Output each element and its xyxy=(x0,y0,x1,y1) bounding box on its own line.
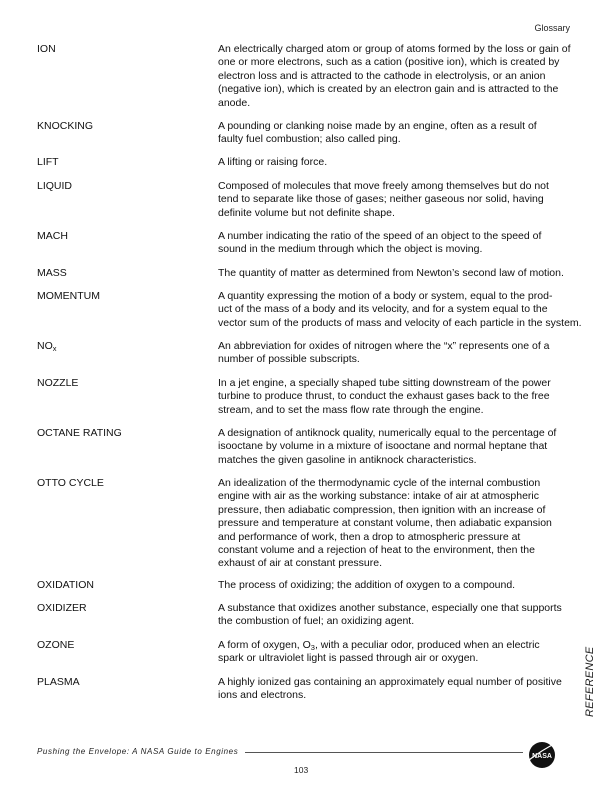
definition-text: A form of oxygen, O xyxy=(218,639,311,651)
definition-line: spark or ultraviolet light is passed through air or oxygen. xyxy=(218,652,479,665)
glossary-definition xyxy=(218,43,588,110)
term-text: MASS xyxy=(37,267,67,279)
term-text: MACH xyxy=(37,230,68,242)
glossary-term xyxy=(37,676,80,689)
definition-line: stream, and to set the mass flow rate through the engine. xyxy=(218,403,484,416)
definition-line: A substance that oxidizes another substance, especially one that supports xyxy=(218,602,562,614)
definition-line: definite volume but not definite shape. xyxy=(218,206,395,219)
term-text: OCTANE RATING xyxy=(37,427,122,439)
definition-line: and performance of work, then a drop to atmospheric pressure at xyxy=(218,530,521,543)
definition-line: The process of oxidizing; the addition of oxygen to a compound. xyxy=(218,579,516,591)
term-text: NOZZLE xyxy=(37,377,79,389)
definition-line: tend to separate like those of gases; neither gaseous nor solid, having xyxy=(218,193,544,206)
glossary-definition xyxy=(218,579,588,592)
glossary-definition xyxy=(218,377,588,417)
definition-line: Composed of molecules that move freely among themselves but do not xyxy=(218,180,549,192)
glossary-term xyxy=(37,290,100,303)
definition-line: A lifting or raising force. xyxy=(218,156,328,168)
definition-line: vector sum of the products of mass and velocity of each particle in the system. xyxy=(218,316,582,329)
definition-line: engine with air as the working substance: intake of air at atmospheric xyxy=(218,490,540,503)
definition-line: constant volume and a rejection of heat to the environment, then the xyxy=(218,544,535,557)
definition-line: number of possible subscripts. xyxy=(218,353,360,366)
term-text: KNOCKING xyxy=(37,120,94,132)
glossary-term xyxy=(37,377,78,390)
glossary-term xyxy=(37,427,122,440)
definition-line: sound in the medium through which the object is moving. xyxy=(218,243,483,256)
definition-line: An idealization of the thermodynamic cycle of the internal combustion xyxy=(218,477,541,489)
definition-line: faulty fuel combustion; also called ping. xyxy=(218,133,401,146)
glossary-definition xyxy=(218,180,588,220)
nasa-logo-icon xyxy=(527,740,557,770)
glossary-term xyxy=(37,579,94,592)
glossary-term xyxy=(37,43,56,56)
term-text: OXIDIZER xyxy=(37,602,87,614)
definition-line: A designation of antiknock quality, numerically equal to the percentage of xyxy=(218,427,557,439)
definition-line: electron loss and is attracted to the cathode in electrolysis, or an anion xyxy=(218,69,546,82)
svg-text:NASA: NASA xyxy=(532,753,552,760)
glossary-definition xyxy=(218,340,588,367)
section-header: Glossary xyxy=(534,23,570,33)
glossary-definition xyxy=(218,427,588,467)
glossary-term xyxy=(37,180,72,193)
footer-rule xyxy=(245,752,523,753)
glossary-term xyxy=(37,602,87,615)
glossary-term xyxy=(37,267,67,280)
glossary-definition xyxy=(218,602,588,629)
definition-line: turbine to produce thrust, to conduct the exhaust gases back to the free xyxy=(218,390,550,403)
glossary-definition xyxy=(218,120,588,147)
definition-line: A highly ionized gas containing an approximately equal number of positive xyxy=(218,676,562,688)
definition-line: An abbreviation for oxides of nitrogen where the “x” represents one of a xyxy=(218,340,550,352)
glossary-definition xyxy=(218,639,588,666)
definition-line: pressure and temperature at constant volume, then adiabatic expansion xyxy=(218,517,552,530)
glossary-term xyxy=(37,156,59,169)
definition-text: , with a peculiar odor, produced when an electric xyxy=(314,639,540,651)
term-text: LIFT xyxy=(37,156,59,168)
glossary-definition xyxy=(218,156,588,169)
term-text: OZONE xyxy=(37,639,75,651)
glossary-definition xyxy=(218,676,588,703)
term-text: MOMENTUM xyxy=(37,290,100,302)
glossary-definition xyxy=(218,477,588,571)
glossary-term xyxy=(37,639,74,652)
definition-line: In a jet engine, a specially shaped tube sitting downstream of the power xyxy=(218,377,551,389)
definition-line: The quantity of matter as determined from Newton’s second law of motion. xyxy=(218,267,564,279)
definition-line: uct of the mass of a body and its velocity, and for a system equal to the xyxy=(218,303,548,316)
glossary-definition xyxy=(218,290,588,330)
side-tab-reference: REFERENCE xyxy=(584,646,596,717)
term-text: OXIDATION xyxy=(37,579,94,591)
definition-line: A quantity expressing the motion of a body or system, equal to the prod- xyxy=(218,290,553,302)
footer-title: Pushing the Envelope: A NASA Guide to Engines xyxy=(37,747,239,756)
glossary-term xyxy=(37,230,68,243)
definition-subscript: 3 xyxy=(310,643,315,652)
definition-line: A pounding or clanking noise made by an engine, often as a result of xyxy=(218,120,537,132)
term-subscript: x xyxy=(52,344,57,353)
definition-line: (negative ion), which is created by an electron gain and is attracted to the xyxy=(218,83,559,96)
definition-line: pressure, then adiabatic compression, then ignition with an increase of xyxy=(218,503,546,516)
definition-line: anode. xyxy=(218,96,251,109)
glossary-definition xyxy=(218,230,588,257)
definition-line: ions and electrons. xyxy=(218,689,307,702)
definition-line: A number indicating the ratio of the speed of an object to the speed of xyxy=(218,230,542,242)
term-text: OTTO CYCLE xyxy=(37,477,104,489)
definition-line: the combustion of fuel; an oxidizing agent. xyxy=(218,615,415,628)
term-text: ION xyxy=(37,43,56,55)
glossary-term xyxy=(37,340,57,353)
glossary-term xyxy=(37,120,93,133)
term-text: PLASMA xyxy=(37,676,80,688)
definition-line: isooctane by volume in a mixture of isooctane and normal heptane that xyxy=(218,440,548,453)
definition-line: An electrically charged atom or group of atoms formed by the loss or gain of xyxy=(218,43,571,55)
definition-line: one or more electrons, such as a cation (positive ion), which is created by xyxy=(218,56,560,69)
glossary-definition xyxy=(218,267,588,280)
definition-line: matches the given gasoline in antiknock characteristics. xyxy=(218,453,477,466)
term-text: NO xyxy=(37,340,53,352)
term-text: LIQUID xyxy=(37,180,73,192)
definition-line: exhaust of air at constant pressure. xyxy=(218,557,383,570)
definition-line xyxy=(218,639,588,652)
page-number: 103 xyxy=(294,765,309,775)
glossary-term xyxy=(37,477,104,490)
